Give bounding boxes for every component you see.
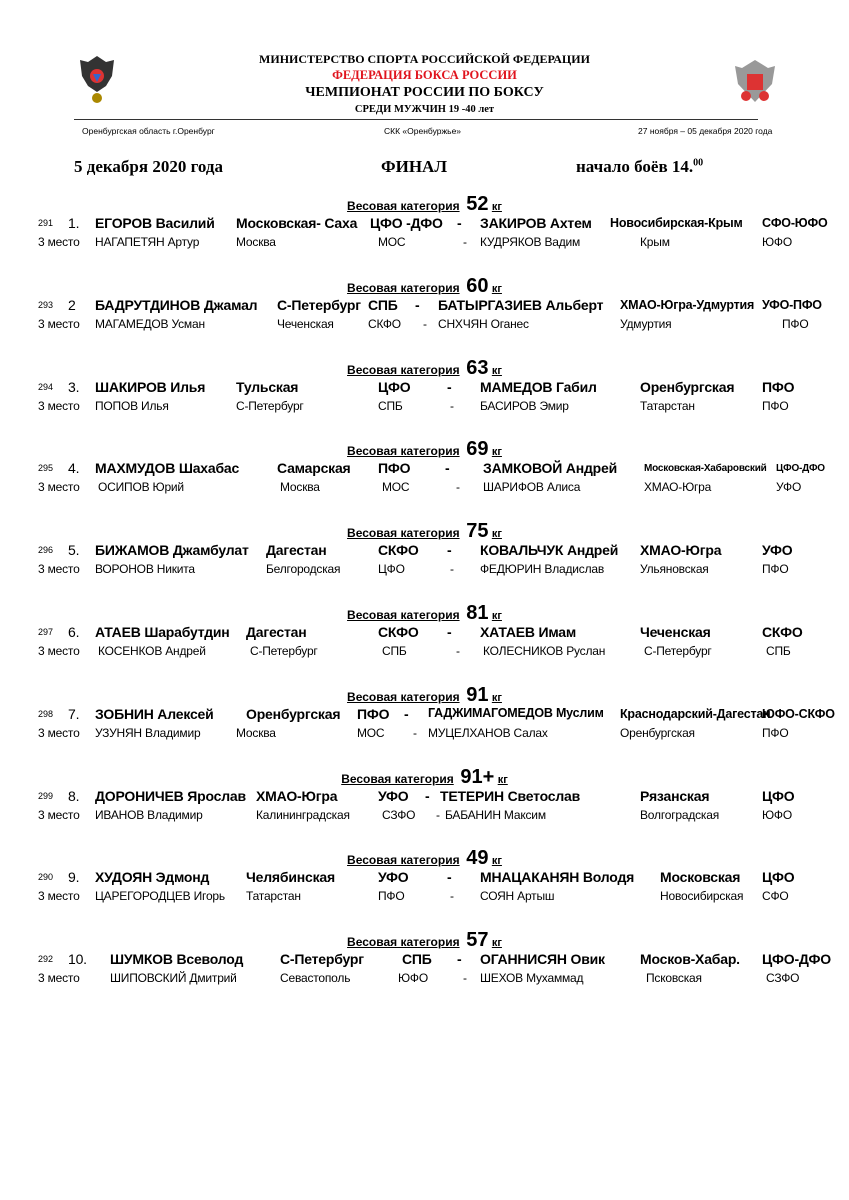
red-corner-name: ДОРОНИЧЕВ Ярослав	[95, 787, 246, 804]
category-weight: 52	[466, 193, 489, 215]
third-place-b-region: Новосибирская	[660, 889, 744, 904]
category-unit: кг	[491, 855, 502, 868]
bout-order: 8.	[68, 787, 80, 804]
bout-number: 298	[38, 708, 54, 719]
third-place-label: 3 место	[38, 235, 80, 249]
red-corner-name: БИЖАМОВ Джамбулат	[95, 542, 249, 559]
blue-corner-district: ПФО	[762, 378, 795, 395]
category-label: Весовая категория	[341, 771, 454, 786]
bout-order: 7.	[68, 705, 80, 722]
category-unit: кг	[497, 773, 508, 786]
blue-corner-region: ХМАО-Югра-Удмуртия	[620, 297, 755, 312]
category-unit: кг	[491, 937, 502, 950]
versus-dash: -	[447, 542, 452, 559]
category-weight: 81	[466, 602, 489, 624]
versus-dash: -	[447, 624, 452, 640]
red-corner-district: ЦФО	[378, 378, 411, 395]
third-place-b-district: ПФО	[762, 725, 789, 740]
third-place-b-region: Ульяновская	[640, 562, 709, 577]
venue-text: СКК «Оренбуржье»	[384, 126, 462, 136]
third-place-label: 3 место	[38, 889, 80, 904]
third-place-dash: -	[463, 235, 467, 249]
third-place-label: 3 место	[38, 316, 80, 331]
bout-order: 5.	[68, 542, 80, 559]
third-place-label: 3 место	[38, 480, 80, 495]
red-corner-region: Тульская	[236, 378, 299, 395]
third-place-dash: -	[450, 889, 454, 904]
blue-corner-region: Краснодарский-Дагестан	[620, 706, 771, 721]
red-corner-region: С-Петербург	[277, 296, 361, 313]
third-place-a-district: МОС	[378, 235, 406, 249]
category-weight: 63	[466, 356, 489, 379]
blue-corner-name: ОГАННИСЯН Овик	[480, 951, 605, 968]
third-place-b-district: СПБ	[766, 644, 791, 658]
third-place-b-name: СОЯН Артыш	[480, 889, 555, 904]
red-corner-name: ШАКИРОВ Илья	[95, 378, 206, 395]
blue-corner-region: Московская	[660, 869, 741, 886]
blue-corner-district: СКФО	[762, 624, 803, 640]
category-weight: 49	[466, 847, 489, 870]
category-unit: кг	[491, 610, 502, 622]
blue-corner-name: ТЕТЕРИН Светослав	[440, 787, 581, 804]
third-place-a-district: ЮФО	[398, 971, 428, 986]
third-place-a-district: ЦФО	[378, 562, 405, 577]
red-corner-name: ЗОБНИН Алексей	[95, 705, 214, 722]
blue-corner-region: ХМАО-Югра	[640, 542, 722, 559]
red-corner-region: Оренбургская	[246, 705, 341, 722]
third-place-a-district: МОС	[357, 725, 385, 740]
bout-order: 1.	[68, 215, 80, 231]
bout-order: 2	[68, 296, 76, 313]
versus-dash: -	[457, 951, 462, 968]
bout-number: 290	[38, 872, 54, 883]
third-place-a-district: ПФО	[378, 889, 405, 904]
red-corner-region: Дагестан	[246, 624, 307, 640]
category-weight: 69	[466, 438, 489, 461]
red-corner-district: СПБ	[368, 296, 398, 313]
bout-order: 6.	[68, 624, 80, 640]
blue-corner-name: ЗАКИРОВ Ахтем	[480, 215, 592, 231]
start-label: начало боёв 14.	[576, 157, 694, 176]
red-corner-district: СКФО	[378, 542, 419, 559]
blue-corner-name: МНАЦАКАНЯН Володя	[480, 869, 635, 886]
red-corner-name: ХУДОЯН Эдмонд	[95, 869, 210, 886]
blue-corner-region: Оренбургская	[640, 378, 735, 395]
third-place-a-region: Москва	[280, 480, 320, 495]
third-place-a-name: КОСЕНКОВ Андрей	[98, 644, 206, 658]
bout-number: 295	[38, 463, 54, 474]
versus-dash: -	[447, 378, 452, 395]
third-place-b-region: Татарстан	[640, 398, 695, 413]
red-corner-region: С-Петербург	[280, 951, 364, 968]
blue-corner-region: Рязанская	[640, 787, 710, 804]
category-weight: 91+	[460, 765, 495, 788]
bout-order: 4.	[68, 460, 80, 477]
third-place-b-name: БАБАНИН Максим	[445, 807, 546, 822]
third-place-a-name: МАГАМЕДОВ Усман	[95, 316, 205, 331]
third-place-dash: -	[423, 316, 427, 331]
third-place-dash: -	[413, 725, 417, 740]
blue-corner-district: ЮФО-СКФО	[762, 706, 835, 721]
third-place-a-district: СЗФО	[382, 807, 416, 822]
third-place-dash: -	[450, 398, 454, 413]
ministry-title: МИНИСТЕРСТВО СПОРТА РОССИЙСКОЙ ФЕДЕРАЦИИ	[259, 52, 590, 66]
third-place-a-region: Москва	[236, 725, 276, 740]
category-unit: кг	[491, 364, 502, 377]
dates-text: 27 ноября – 05 декабря 2020 года	[638, 126, 773, 136]
third-place-label: 3 место	[38, 398, 80, 413]
weight-category-heading	[0, 847, 849, 870]
blue-corner-district: ЦФО	[762, 787, 795, 804]
blue-corner-name: ГАДЖИМАГОМЕДОВ Муслим	[428, 705, 604, 720]
bout-number: 296	[38, 545, 54, 556]
bout-number: 299	[38, 790, 54, 801]
third-place-b-district: СФО	[762, 889, 789, 904]
red-corner-district: СКФО	[378, 624, 419, 640]
bout-order: 3.	[68, 378, 80, 395]
weight-category-heading	[0, 438, 849, 461]
division-subtitle: СРЕДИ МУЖЧИН 19 -40 лет	[354, 104, 495, 115]
bout-order: 9.	[68, 869, 80, 886]
category-label: Весовая категория	[347, 853, 460, 868]
third-place-dash: -	[450, 562, 454, 577]
third-place-b-name: ФЕДЮРИН Владислав	[480, 562, 605, 577]
weight-category-heading	[0, 602, 849, 625]
third-place-a-name: УЗУНЯН Владимир	[95, 725, 201, 740]
weight-category-heading	[0, 766, 849, 789]
third-place-dash: -	[456, 480, 460, 495]
red-corner-name: БАДРУТДИНОВ Джамал	[95, 296, 258, 313]
category-weight: 75	[466, 520, 489, 543]
third-place-a-district: СПБ	[378, 398, 403, 413]
category-label: Весовая категория	[347, 199, 460, 213]
third-place-b-region: Псковская	[646, 971, 702, 986]
third-place-b-name: ШАРИФОВ Алиса	[483, 480, 581, 495]
third-place-b-name: КОЛЕСНИКОВ Руслан	[483, 644, 606, 658]
blue-corner-name: ХАТАЕВ Имам	[480, 624, 577, 640]
bout-number: 293	[38, 299, 54, 310]
category-weight: 60	[466, 274, 489, 297]
third-place-a-district: СКФО	[368, 316, 401, 331]
third-place-a-region: Калининградская	[256, 807, 350, 822]
blue-corner-district: УФО	[762, 542, 793, 559]
category-label: Весовая категория	[347, 280, 460, 295]
third-place-a-district: СПБ	[382, 644, 407, 658]
red-corner-region: Московская- Саха	[236, 215, 358, 231]
bout-number: 292	[38, 954, 54, 965]
third-place-b-name: ШЕХОВ Мухаммад	[480, 971, 584, 986]
third-place-b-region: Волгоградская	[640, 807, 720, 822]
category-unit: кг	[491, 528, 502, 541]
red-corner-district: УФО	[378, 787, 409, 804]
third-place-b-name: КУДРЯКОВ Вадим	[480, 235, 581, 249]
third-place-b-name: СНХЧЯН Оганес	[438, 316, 529, 331]
category-label: Весовая категория	[347, 608, 460, 622]
weight-category-heading	[0, 275, 849, 298]
third-place-a-region: Татарстан	[246, 889, 301, 904]
third-place-a-name: ОСИПОВ Юрий	[98, 480, 184, 495]
red-corner-name: ЕГОРОВ Василий	[95, 215, 215, 231]
third-place-a-name: ИВАНОВ Владимир	[95, 807, 203, 822]
category-label: Весовая категория	[347, 935, 460, 950]
red-corner-district: ПФО	[378, 460, 411, 477]
third-place-a-district: МОС	[382, 480, 410, 495]
red-corner-name: АТАЕВ Шарабутдин	[95, 624, 230, 640]
start-time	[576, 157, 703, 177]
federation-title: ФЕДЕРАЦИЯ БОКСА РОССИИ	[332, 68, 517, 82]
versus-dash: -	[415, 296, 420, 313]
category-unit: кг	[491, 282, 502, 295]
third-place-b-region: С-Петербург	[644, 644, 712, 658]
weight-category-heading	[0, 929, 849, 952]
bout-number: 294	[38, 381, 54, 392]
third-place-b-district: ПФО	[762, 562, 789, 577]
category-label: Весовая категория	[347, 362, 460, 377]
location-text: Оренбургская область г.Оренбург	[82, 126, 215, 136]
category-unit: кг	[491, 201, 502, 213]
third-place-b-district: ЮФО	[762, 807, 792, 822]
blue-corner-region: Новосибирская-Крым	[610, 216, 743, 230]
third-place-label: 3 место	[38, 562, 80, 577]
third-place-dash: -	[463, 971, 467, 986]
third-place-b-region: ХМАО-Югра	[644, 480, 712, 495]
blue-corner-district: ЦФО-ДФО	[776, 463, 825, 475]
category-label: Весовая категория	[347, 526, 460, 541]
versus-dash: -	[457, 215, 462, 231]
third-place-b-name: БАСИРОВ Эмир	[480, 398, 569, 413]
blue-corner-name: МАМЕДОВ Габил	[480, 378, 597, 395]
third-place-a-name: ШИПОВСКИЙ Дмитрий	[110, 971, 237, 986]
weight-category-heading	[0, 684, 849, 707]
third-place-b-district: ПФО	[782, 316, 809, 331]
blue-corner-district: ЦФО	[762, 869, 795, 886]
third-place-b-name: МУЦЕЛХАНОВ Салах	[428, 725, 548, 740]
third-place-b-region: Удмуртия	[620, 316, 672, 331]
third-place-b-district: УФО	[776, 480, 802, 495]
day-date: 5 декабря 2020 года	[74, 157, 223, 176]
blue-corner-district: ЦФО-ДФО	[762, 951, 831, 968]
red-corner-region: Самарская	[277, 460, 351, 477]
third-place-b-district: СЗФО	[766, 971, 800, 986]
red-corner-region: Челябинская	[246, 869, 335, 886]
stage-title: ФИНАЛ	[381, 157, 447, 176]
third-place-dash: -	[456, 644, 460, 658]
blue-corner-region: Москов-Хабар.	[640, 951, 740, 968]
red-corner-district: УФО	[378, 869, 409, 886]
blue-corner-region: Московская-Хабаровский	[644, 463, 767, 475]
versus-dash: -	[425, 787, 430, 804]
third-place-b-district: ЮФО	[762, 235, 792, 249]
third-place-label: 3 место	[38, 644, 80, 658]
category-unit: кг	[491, 691, 502, 704]
third-place-label: 3 место	[38, 725, 80, 740]
bout-number: 291	[38, 218, 54, 228]
weight-category-heading	[0, 357, 849, 380]
bout-order: 10.	[68, 951, 87, 968]
versus-dash: -	[404, 705, 409, 722]
third-place-a-name: ВОРОНОВ Никита	[95, 562, 195, 577]
blue-corner-name: ЗАМКОВОЙ Андрей	[483, 460, 617, 477]
third-place-b-district: ПФО	[762, 398, 789, 413]
third-place-a-region: Москва	[236, 235, 276, 249]
championship-title: ЧЕМПИОНАТ РОССИИ ПО БОКСУ	[305, 85, 544, 100]
third-place-a-region: С-Петербург	[250, 644, 318, 658]
third-place-b-region: Оренбургская	[620, 725, 695, 740]
third-place-a-name: ПОПОВ Илья	[95, 398, 169, 413]
red-corner-region: Дагестан	[266, 542, 327, 559]
category-label: Весовая категория	[347, 689, 460, 704]
category-weight: 57	[466, 929, 489, 952]
third-place-a-region: Севастополь	[280, 971, 351, 986]
blue-corner-district: УФО-ПФО	[762, 297, 822, 312]
versus-dash: -	[447, 869, 452, 886]
third-place-a-name: НАГАПЕТЯН Артур	[95, 235, 200, 249]
third-place-a-region: Чеченская	[277, 316, 334, 331]
third-place-b-region: Крым	[640, 235, 670, 249]
red-corner-name: ШУМКОВ Всеволод	[110, 951, 244, 968]
third-place-dash: -	[436, 807, 440, 822]
third-place-a-name: ЦАРЕГОРОДЦЕВ Игорь	[95, 889, 225, 904]
red-corner-district: ЦФО -ДФО	[370, 215, 443, 231]
category-label: Весовая категория	[347, 444, 460, 459]
category-unit: кг	[491, 446, 502, 459]
weight-category-heading	[0, 193, 849, 216]
red-corner-region: ХМАО-Югра	[256, 787, 338, 804]
weight-category-heading	[0, 520, 849, 543]
blue-corner-district: СФО-ЮФО	[762, 216, 828, 230]
red-corner-district: ПФО	[357, 705, 390, 722]
red-corner-name: МАХМУДОВ Шахабас	[95, 460, 240, 477]
third-place-a-region: С-Петербург	[236, 398, 304, 413]
category-weight: 91	[466, 683, 489, 706]
blue-corner-region: Чеченская	[640, 624, 711, 640]
versus-dash: -	[445, 460, 450, 477]
header-divider	[74, 119, 758, 120]
red-corner-district: СПБ	[402, 951, 432, 968]
blue-corner-name: БАТЫРГАЗИЕВ Альберт	[438, 296, 604, 313]
third-place-label: 3 место	[38, 971, 80, 986]
start-minutes: 00	[693, 157, 704, 169]
bout-number: 297	[38, 627, 54, 637]
third-place-label: 3 место	[38, 807, 80, 822]
third-place-a-region: Белгородская	[266, 562, 341, 577]
blue-corner-name: КОВАЛЬЧУК Андрей	[480, 542, 619, 559]
